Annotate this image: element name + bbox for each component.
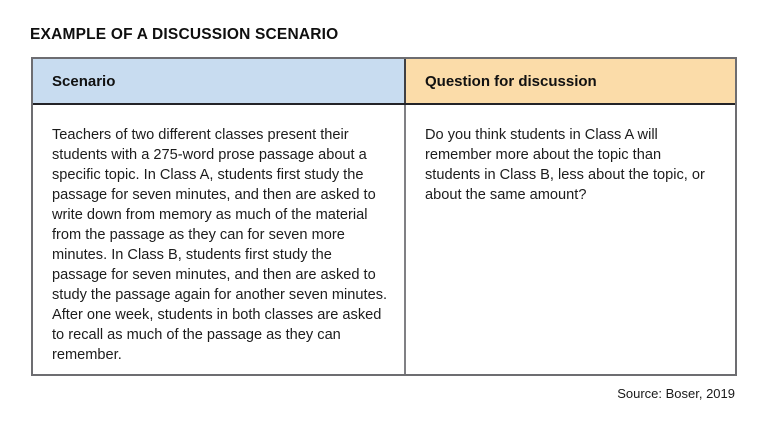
page-title: EXAMPLE OF A DISCUSSION SCENARIO [30,26,339,43]
table-header-row [33,59,735,105]
scenario-cell [33,105,404,374]
source-citation: Source: Boser, 2019 [617,386,735,401]
question-cell [404,105,735,374]
scenario-text: Teachers of two different classes present their students with a 275-word prose passage about a specific topic. In Class A, students first study the passage for seven minutes, and then are asked to write down from memory as much of the material from the passage as they can for seven more minutes. In Class B, students first study the passage for seven minutes, and then are asked to study the passage again for another seven minutes. After one week, students in both classes are asked to recall as much of the passage as they can remember. [52,127,388,363]
question-column-header-label: Question for discussion [425,72,597,90]
question-column-header [404,59,735,103]
question-text: Do you think students in Class A will remember more about the topic than students in Class B, less about the topic, or about the same amount? [425,127,705,203]
scenario-column-header-label: Scenario [52,72,116,90]
table-body-row [33,105,735,374]
discussion-scenario-table [31,57,737,376]
scenario-column-header [33,59,404,103]
